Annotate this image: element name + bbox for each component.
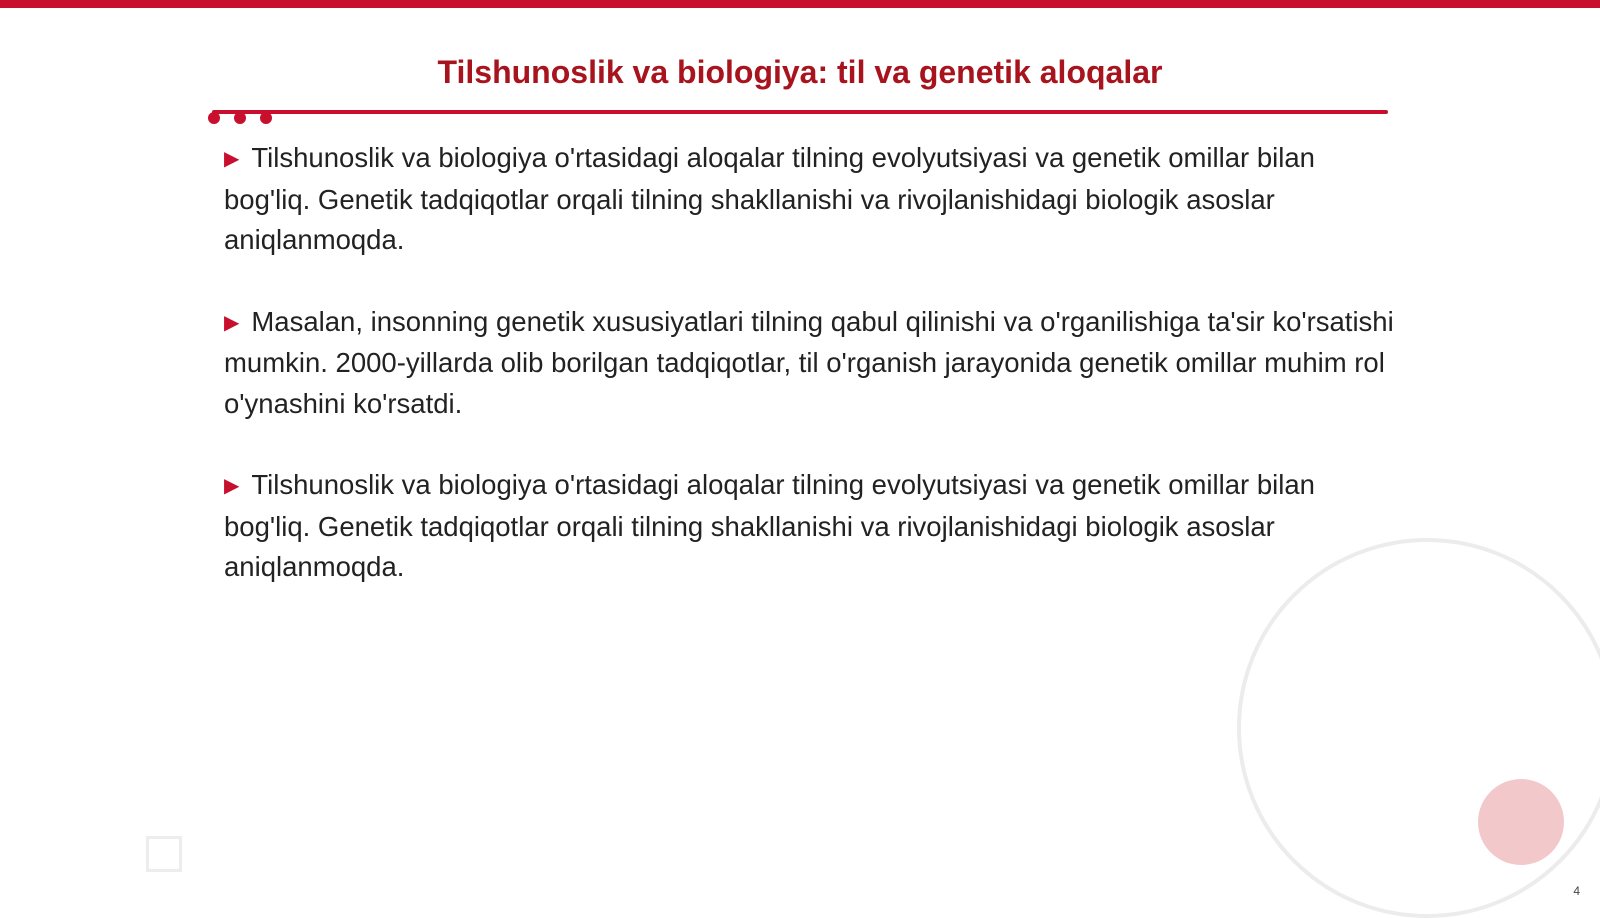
bullet-paragraph: [224, 302, 1394, 425]
paragraph-text: Tilshunoslik va biologiya o'rtasidagi aloqalar tilning evolyutsiyasi va genetik omillar bilan bog'liq. Genetik tadqiqotlar orqali tilning shakllanishi va rivojlanishidagi biologik asoslar aniqlanmoqda.: [224, 142, 1315, 255]
paragraph-text: Masalan, insonning genetik xususiyatlari tilning qabul qilinishi va o'rganilishiga ta'sir ko'rsatishi mumkin. 2000-yillarda olib borilgan tadqiqotlar, til o'rganish jarayonida genetik omillar muhim rol o'ynashini ko'rsatdi.: [224, 305, 1394, 419]
underline-dot: [208, 112, 220, 124]
bullet-arrow-icon: ▶: [224, 148, 240, 170]
slide-title: Tilshunoslik va biologiya: til va genetik aloqalar: [437, 54, 1163, 90]
slide-number: 4: [1573, 884, 1580, 898]
decorative-circle: [1478, 779, 1564, 865]
bullet-arrow-icon: ▶: [224, 311, 240, 334]
bullet-paragraph: [224, 465, 1394, 588]
underline-dot: [234, 112, 246, 124]
title-underline: [212, 110, 1388, 114]
bullet-paragraph: [224, 138, 1394, 261]
slide-body: [224, 138, 1394, 629]
underline-dot: [260, 112, 272, 124]
top-accent-bar: [0, 0, 1600, 8]
bullet-arrow-icon: ▶: [224, 475, 240, 497]
decorative-square: [146, 836, 182, 872]
paragraph-text: Tilshunoslik va biologiya o'rtasidagi aloqalar tilning evolyutsiyasi va genetik omillar bilan bog'liq. Genetik tadqiqotlar orqali tilning shakllanishi va rivojlanishidagi biologik asoslar aniqlanmoqda.: [224, 469, 1315, 582]
decorative-ring: [1237, 538, 1600, 918]
